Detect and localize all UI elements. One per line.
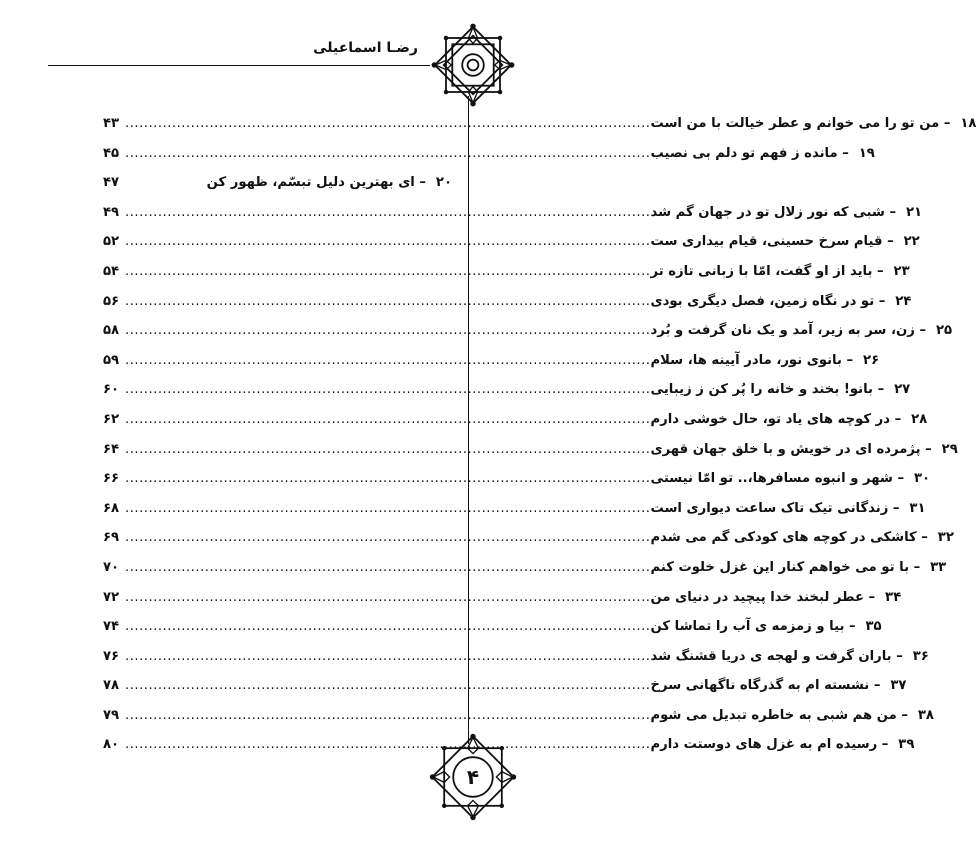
toc-entry: [103, 678, 907, 708]
toc-entry: [103, 589, 902, 620]
toc-entry-page: ۶۶: [103, 471, 120, 487]
toc-entry-number: ۲۴: [895, 293, 912, 309]
toc-entry: [103, 293, 912, 324]
toc-entry-page: ۶۸: [103, 500, 120, 516]
toc-entry-title: – من هم شبی به خاطره تبدیل می شوم: [650, 707, 908, 723]
toc-entry-page: ۴۳: [103, 116, 120, 131]
toc-entry-dot-leader: [125, 501, 651, 516]
toc-entry-number: ۱۹: [858, 145, 875, 161]
toc-entry: [103, 530, 954, 560]
toc-entry: [103, 500, 926, 531]
toc-entry: [103, 471, 931, 501]
toc-entry: [103, 737, 915, 767]
toc-entry: [103, 707, 934, 738]
toc-entry-number: ۲۱: [905, 204, 923, 220]
toc-entry: [103, 116, 976, 146]
toc-entry-dot-leader: [125, 560, 651, 575]
toc-entry-dot-leader: [125, 234, 651, 249]
toc-entry-page: ۷۰: [103, 559, 120, 575]
toc-entry-title: – نشسته ام به گذرگاه ناگهانی سرخ: [650, 678, 881, 694]
toc-entry-page: ۵۶: [103, 293, 120, 309]
toc-entry-page: ۷۴: [103, 619, 120, 635]
toc-entry-dot-leader: [125, 590, 651, 605]
page-number: ۴: [466, 765, 480, 789]
toc-entry-number: ۳۲: [937, 530, 954, 546]
toc-entry-title: – بانو! بخند و خانه را پُر کن ز زیبایی: [650, 382, 885, 398]
toc-entry-title: – قیام سرخ حسینی، قیام بیداری ست: [650, 234, 894, 250]
toc-entry-title: – پژمرده ای در خویش و با خلق جهان قهری: [650, 441, 932, 457]
toc-entry-dot-leader: [125, 737, 651, 752]
header-divider: [48, 65, 430, 66]
ornament-rosette-top-icon: [428, 20, 518, 110]
toc-entry-title: – ای بهترین دلیل تبسّم، ظهور کن: [206, 175, 426, 191]
toc-entry-page: ۴۷: [103, 175, 120, 191]
toc-entry-title: – تو در نگاه زمین، فصل دیگری بودی: [650, 293, 886, 309]
toc-entry-dot-leader: [125, 205, 651, 220]
toc-entry-dot-leader: [125, 530, 651, 545]
toc-entry-dot-leader: [125, 382, 651, 397]
toc-entry-page: ۴۹: [103, 204, 120, 220]
table-of-contents: [103, 116, 976, 767]
toc-entry-page: ۵۸: [103, 323, 120, 339]
toc-entry-page: ۷۲: [103, 589, 120, 605]
toc-entry-title: – زن، سر به زیر، آمد و یک نان گرفت و بُرد: [650, 323, 927, 339]
toc-entry: [103, 145, 875, 176]
toc-entry-page: ۷۶: [103, 648, 120, 664]
toc-entry-dot-leader: [125, 619, 651, 634]
toc-entry-dot-leader: [125, 264, 651, 279]
toc-entry-page: ۷۸: [103, 678, 120, 694]
toc-entry-title: – بانوی نور، مادر آیینه ها، سلام: [650, 352, 854, 368]
toc-entry-page: ۶۹: [103, 530, 120, 546]
toc-entry-page: ۶۲: [103, 411, 120, 427]
toc-entry-title: – در کوچه های یاد تو، حال خوشی دارم: [650, 411, 902, 427]
toc-entry-number: ۳۸: [917, 707, 934, 723]
toc-entry-number: ۲۹: [941, 441, 958, 457]
toc-entry-number: ۲۳: [893, 263, 910, 279]
toc-entry: [103, 352, 880, 383]
toc-entry-dot-leader: [125, 412, 651, 427]
toc-entry-title: – شهر و انبوه مسافرها،.. تو امّا نیستی: [650, 471, 905, 487]
toc-entry-number: ۲۲: [903, 234, 920, 250]
toc-entry-title: – باید از او گفت، امّا با زبانی تازه تر: [650, 263, 884, 279]
toc-entry-page: ۸۰: [103, 737, 120, 753]
toc-entry-number: ۲۸: [911, 411, 928, 427]
toc-entry-title: – با تو می خواهم کنار این غزل خلوت کنم: [650, 559, 921, 575]
toc-entry-dot-leader: [125, 708, 651, 723]
toc-entry-title: – بیا و زمزمه ی آب را تماشا کن: [650, 619, 856, 635]
toc-entry: [103, 619, 882, 649]
toc-entry-dot-leader: [125, 471, 651, 486]
toc-entry-number: ۳۷: [890, 678, 907, 694]
toc-entry-page: ۵۴: [103, 263, 120, 279]
toc-entry: [103, 204, 923, 235]
toc-entry-number: ۳۴: [885, 589, 902, 605]
toc-entry-number: ۳۶: [912, 648, 929, 664]
toc-entry-dot-leader: [125, 116, 651, 131]
toc-entry-page: ۴۵: [103, 145, 120, 161]
toc-entry: [103, 234, 920, 264]
toc-entry: [103, 263, 910, 294]
toc-entry: [103, 382, 911, 412]
toc-entry-number: ۳۱: [909, 500, 926, 516]
toc-entry-title: – کاشکی در کوچه های کودکی گم می شدم: [650, 530, 928, 546]
toc-entry: [103, 441, 958, 472]
toc-entry: [103, 559, 947, 590]
toc-entry-page: ۷۹: [103, 707, 120, 723]
toc-entry-page: ۵۹: [103, 352, 120, 368]
toc-entry-dot-leader: [125, 353, 651, 368]
toc-entry-title: – من تو را می خوانم و عطر خیالت با من است: [650, 116, 951, 131]
toc-entry-page: ۶۰: [103, 382, 120, 398]
toc-entry-title: – رسیده ام به غزل های دوستت دارم: [650, 737, 889, 753]
toc-entry-title: – زندگانی تیک تاک ساعت دیواری است: [650, 500, 900, 516]
toc-entry-number: ۱۸: [960, 116, 976, 131]
toc-entry: [103, 648, 929, 679]
toc-entry-page: ۶۴: [103, 441, 120, 457]
toc-entry-dot-leader: [125, 323, 651, 338]
toc-entry-title: – باران گرفت و لهجه ی دریا قشنگ شد: [650, 648, 903, 664]
toc-entry-number: ۲۶: [863, 352, 880, 368]
toc-entry-number: ۲۰: [435, 175, 452, 191]
toc-entry-title: – شبی که نور زلال تو در جهان گم شد: [650, 204, 897, 220]
toc-entry: [103, 411, 928, 442]
toc-entry-number: ۳۰: [913, 471, 931, 487]
toc-entry-dot-leader: [125, 649, 651, 664]
toc-entry: [103, 323, 953, 353]
toc-entry-number: ۳۹: [898, 737, 915, 753]
toc-entry-number: ۳۵: [865, 619, 882, 635]
toc-entry-title: – عطر لبخند خدا پیچید در دنیای من: [650, 589, 876, 605]
toc-entry-number: ۳۳: [930, 559, 947, 575]
toc-entry-dot-leader: [125, 442, 651, 457]
header-author-name: رضـا اسماعیلی: [313, 40, 418, 56]
toc-entry-dot-leader: [125, 146, 651, 161]
toc-entry-dot-leader: [125, 294, 651, 309]
toc-entry-title: – مانده ز فهم تو دلم بی نصیب: [650, 145, 849, 161]
toc-entry-number: ۲۵: [935, 323, 953, 339]
toc-entry: [103, 175, 452, 205]
toc-entry-page: ۵۲: [103, 234, 120, 250]
toc-entry-dot-leader: [125, 678, 651, 693]
toc-entry-number: ۲۷: [894, 382, 911, 398]
